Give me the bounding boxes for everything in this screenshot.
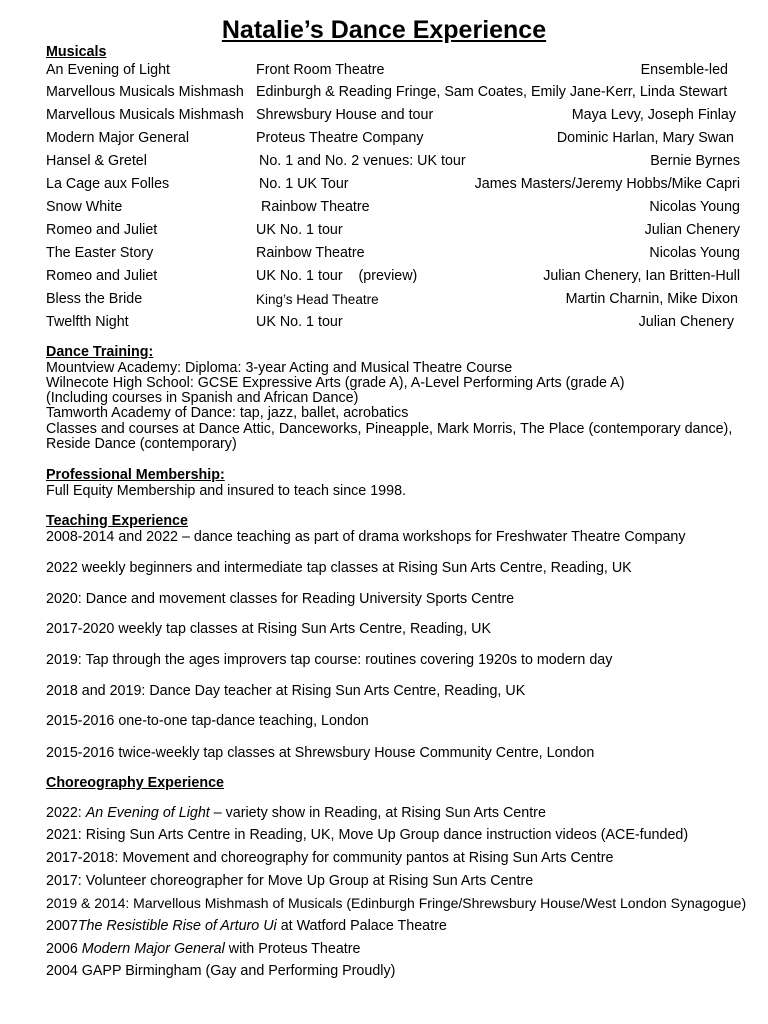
- choreo-text: 2007: [46, 918, 78, 934]
- musical-credit: Julian Chenery: [644, 222, 740, 238]
- choreography-line: [46, 850, 613, 867]
- musical-venue: No. 1 and No. 2 venues: UK tour: [259, 153, 466, 169]
- musical-credit: Martin Charnin, Mike Dixon: [565, 291, 738, 307]
- teaching-line: 2015-2016 twice-weekly tap classes at Shrewsbury House Community Centre, London: [46, 745, 595, 761]
- choreo-title: The Resistible Rise of Arturo Ui: [77, 918, 277, 934]
- musical-venue: UK No. 1 tour: [256, 314, 343, 330]
- musical-credit: Nicolas Young: [649, 199, 740, 215]
- musical-credit: Nicolas Young: [649, 245, 740, 261]
- musical-credit: Dominic Harlan, Mary Swan: [556, 130, 734, 146]
- musical-show: Snow White: [46, 199, 123, 215]
- musical-venue: Rainbow Theatre: [256, 245, 365, 261]
- choreo-text: 2019 & 2014: Marvellous Mishmash of Musicals (Edinburgh Fringe/Shrewsbury House/West London Synagogue): [46, 895, 747, 911]
- musical-show: Marvellous Musicals Mishmash: [46, 84, 244, 100]
- musical-show: Bless the Bride: [46, 291, 143, 307]
- choreography-line: [46, 895, 746, 912]
- choreo-text: 2017-2018: Movement and choreography for community pantos at Rising Sun Arts Centre: [46, 850, 614, 866]
- musical-credit: James Masters/Jeremy Hobbs/Mike Capri: [474, 176, 740, 192]
- musical-venue: UK No. 1 tour (preview): [256, 268, 418, 284]
- musical-venue: King’s Head Theatre: [256, 292, 379, 307]
- musical-show: An Evening of Light: [46, 62, 170, 78]
- musical-credit: Bernie Byrnes: [650, 153, 740, 169]
- training-line: Reside Dance (contemporary): [46, 436, 237, 452]
- membership-heading: Professional Membership:: [46, 467, 225, 483]
- musical-show: La Cage aux Folles: [46, 176, 170, 192]
- choreo-text: with Proteus Theatre: [224, 941, 361, 957]
- musical-venue: No. 1 UK Tour: [259, 176, 349, 192]
- membership-text: Full Equity Membership and insured to teach since 1998.: [46, 483, 407, 499]
- training-heading: Dance Training:: [46, 344, 154, 360]
- musical-show: Marvellous Musicals Mishmash: [46, 107, 244, 123]
- page-title: Natalie’s Dance Experience: [221, 16, 547, 44]
- choreography-line: [46, 918, 447, 935]
- training-line: Classes and courses at Dance Attic, Danceworks, Pineapple, Mark Morris, The Place (contemporary dance),: [46, 421, 733, 437]
- choreo-title: An Evening of Light: [85, 805, 210, 821]
- musical-venue: Proteus Theatre Company: [256, 130, 424, 146]
- musical-credit: Julian Chenery: [638, 314, 734, 330]
- musical-credit: Julian Chenery, Ian Britten-Hull: [543, 268, 740, 284]
- training-line: (Including courses in Spanish and African Dance): [46, 390, 359, 406]
- choreo-text: 2017: Volunteer choreographer for Move Up Group at Rising Sun Arts Centre: [46, 873, 534, 889]
- musical-show: Hansel & Gretel: [46, 153, 147, 169]
- musical-show: Modern Major General: [46, 130, 190, 146]
- choreo-text: 2004 GAPP Birmingham (Gay and Performing Proudly): [46, 963, 396, 979]
- choreography-line: [46, 805, 546, 822]
- teaching-heading: Teaching Experience: [46, 513, 188, 529]
- musical-venue: UK No. 1 tour: [256, 222, 343, 238]
- musical-venue: Front Room Theatre: [256, 62, 385, 78]
- musical-venue: Shrewsbury House and tour: [256, 107, 434, 123]
- musical-venue: Edinburgh & Reading Fringe, Sam Coates, Emily Jane-Kerr, Linda Stewart: [256, 84, 728, 100]
- musicals-heading: Musicals: [46, 44, 107, 60]
- choreo-text: 2022:: [46, 805, 86, 821]
- choreo-text: at Watford Palace Theatre: [276, 918, 447, 934]
- musical-venue: Rainbow Theatre: [261, 199, 370, 215]
- musical-show: Twelfth Night: [46, 314, 129, 330]
- teaching-line: 2008-2014 and 2022 – dance teaching as part of drama workshops for Freshwater Theatre Company: [46, 529, 686, 545]
- choreo-title: Modern Major General: [81, 941, 225, 957]
- training-line: Wilnecote High School: GCSE Expressive Arts (grade A), A-Level Performing Arts (grade A): [46, 375, 625, 391]
- choreo-text: 2006: [46, 941, 82, 957]
- choreo-text: – variety show in Reading, at Rising Sun Arts Centre: [209, 805, 546, 821]
- choreo-text: 2021: Rising Sun Arts Centre in Reading, UK, Move Up Group dance instruction videos (ACE-funded): [46, 827, 689, 843]
- teaching-line: 2017-2020 weekly tap classes at Rising Sun Arts Centre, Reading, UK: [46, 621, 492, 637]
- teaching-line: 2020: Dance and movement classes for Reading University Sports Centre: [46, 591, 515, 607]
- musical-show: The Easter Story: [46, 245, 154, 261]
- teaching-line: 2015-2016 one-to-one tap-dance teaching, London: [46, 713, 369, 729]
- teaching-line: 2018 and 2019: Dance Day teacher at Rising Sun Arts Centre, Reading, UK: [46, 683, 526, 699]
- choreography-line: [46, 941, 360, 958]
- training-line: Tamworth Academy of Dance: tap, jazz, ballet, acrobatics: [46, 405, 409, 421]
- choreography-line: [46, 827, 688, 844]
- teaching-line: 2022 weekly beginners and intermediate tap classes at Rising Sun Arts Centre, Reading, UK: [46, 560, 632, 576]
- musical-credit: Maya Levy, Joseph Finlay: [571, 107, 736, 123]
- musical-show: Romeo and Juliet: [46, 222, 158, 238]
- choreography-line: [46, 873, 533, 890]
- musical-show: Romeo and Juliet: [46, 268, 158, 284]
- choreography-line: [46, 963, 395, 980]
- teaching-line: 2019: Tap through the ages improvers tap course: routines covering 1920s to modern day: [46, 652, 613, 668]
- training-line: Mountview Academy: Diploma: 3-year Acting and Musical Theatre Course: [46, 360, 513, 376]
- musical-credit: Ensemble-led: [640, 62, 728, 78]
- choreography-heading: Choreography Experience: [46, 775, 224, 791]
